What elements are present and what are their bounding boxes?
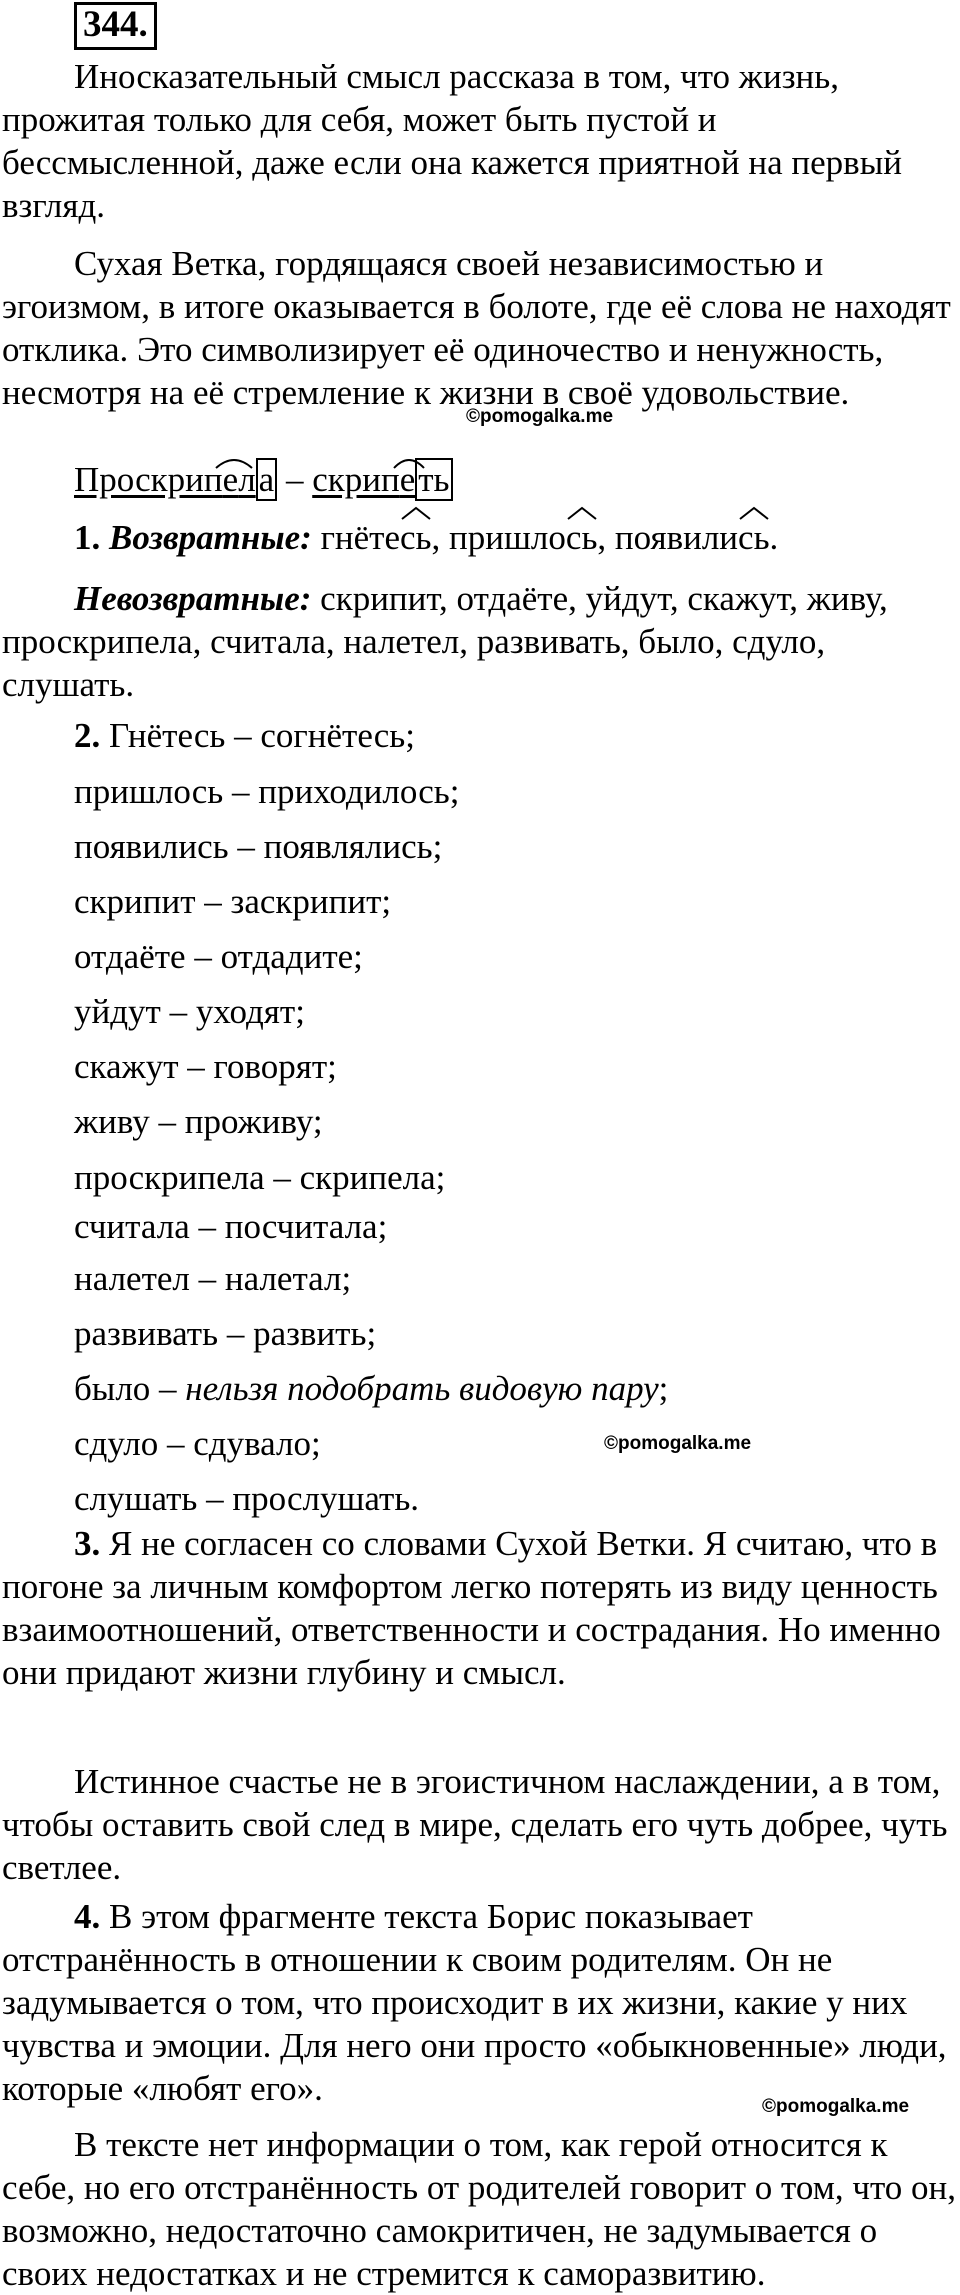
postfix-mark-icon bbox=[738, 506, 770, 520]
section4-number: 4. bbox=[74, 1897, 101, 1936]
parse-word2-ending: ть bbox=[415, 458, 452, 501]
section1-number: 1. bbox=[74, 518, 101, 557]
pair-line: появились – появлялись; bbox=[74, 827, 443, 866]
reflexive-word-1: гнёте сь, bbox=[321, 518, 449, 557]
section3-paragraph-1: 3. Я не согласен со словами Сухой Ветки. Я считаю, что в погоне за личным комфортом легко потерять из виду ценность взаимоотношений, ответственности и сострадания. Но именно они придают жизни глубину и смысл. bbox=[2, 1524, 941, 1692]
parse-word1-root: Проскрип bbox=[74, 460, 223, 499]
section3-paragraph-2: Истинное счастье не в эгоистичном наслаждении, а в том, чтобы оставить свой след в мире, сделать его чуть добрее, чуть светлее. bbox=[2, 1762, 948, 1887]
intro-paragraph-2: Сухая Ветка, гордящаяся своей независимостью и эгоизмом, в итоге оказывается в болоте, где её слова не находят отклика. Это символизирует её одиночество и ненужность, несмотря на её стремление к жизни в своё удовольствие. bbox=[2, 244, 951, 412]
section4-paragraph-1: 4. В этом фрагменте текста Борис показывает отстранённость в отношении к своим родителям. Он не задумывается о том, что происходит в их жизни, какие у них чувства и эмоции. Для него они просто «обыкновенные» люди, которые «любят его». bbox=[2, 1897, 947, 2108]
morpheme-parse bbox=[74, 458, 453, 501]
task-number: 344. bbox=[74, 2, 157, 50]
pair-line: считала – посчитала; bbox=[74, 1207, 388, 1246]
watermark: ©pomogalka.me bbox=[762, 2096, 910, 2117]
section1-reflexive bbox=[74, 516, 778, 559]
pair-line: сдуло – сдувало; bbox=[74, 1424, 321, 1463]
intro-paragraph-1: Иносказательный смысл рассказа в том, что жизнь, прожитая только для себя, может быть пустой и бессмысленной, даже если она кажется приятной на первый взгляд. bbox=[2, 57, 902, 225]
watermark: ©pomogalka.me bbox=[604, 1433, 752, 1454]
pair-line: развивать – развить; bbox=[74, 1314, 377, 1353]
section2-number: 2. bbox=[74, 716, 101, 755]
parse-word1-rest: л bbox=[238, 460, 256, 499]
pair-line: уйдут – уходят; bbox=[74, 992, 305, 1031]
pair-line: скрипит – заскрипит; bbox=[74, 882, 392, 921]
root-arc-icon bbox=[214, 456, 254, 470]
parse-dash: – bbox=[285, 460, 304, 499]
pair-line-bylo: было – нельзя подобрать видовую пару; bbox=[74, 1369, 669, 1408]
parse-word1-suffix: е bbox=[222, 460, 239, 499]
pair-line: живу – проживу; bbox=[74, 1102, 323, 1141]
no-pair-note: нельзя подобрать видовую пару bbox=[185, 1369, 659, 1408]
pair-line: слушать – прослушать. bbox=[74, 1479, 420, 1518]
pair-line: скажут – говорят; bbox=[74, 1047, 337, 1086]
parse-word2-root: скрип bbox=[312, 460, 400, 499]
section1-nonreflexive bbox=[2, 577, 957, 706]
postfix-mark-icon bbox=[400, 506, 432, 520]
watermark: ©pomogalka.me bbox=[466, 406, 614, 427]
reflexive-word-3: появили сь. bbox=[615, 518, 778, 557]
parse-word2-suffix: е bbox=[399, 460, 416, 499]
pair-line: пришлось – приходилось; bbox=[74, 772, 460, 811]
section4-paragraph-2: В тексте нет информации о том, как герой относится к себе, но его отстранённость от родителей говорит о том, что он, возможно, недостаточно самокритичен, не задумывается о своих недостатках и не стремится к саморазвитию. bbox=[2, 2125, 957, 2293]
pair-line: налетел – налетал; bbox=[74, 1259, 352, 1298]
postfix-mark-icon bbox=[566, 506, 598, 520]
reflexive-word-2: пришло сь, bbox=[449, 518, 615, 557]
root-arc-icon bbox=[392, 456, 426, 470]
section3-number: 3. bbox=[74, 1524, 101, 1563]
section2-line-1: 2. Гнётесь – согнётесь; bbox=[74, 716, 415, 755]
pair-line: проскрипела – скрипела; bbox=[74, 1158, 446, 1197]
nonreflexive-label: Невозвратные: bbox=[74, 579, 312, 618]
pair-line: отдаёте – отдадите; bbox=[74, 937, 363, 976]
reflexive-label: Возвратные: bbox=[109, 518, 312, 557]
parse-word1-ending: а bbox=[256, 458, 278, 501]
nonreflexive-words: скрипит, отдаёте, уйдут, скажут, живу, проскрипела, считала, налетел, развивать, было, сдуло, слушать. bbox=[2, 579, 888, 704]
